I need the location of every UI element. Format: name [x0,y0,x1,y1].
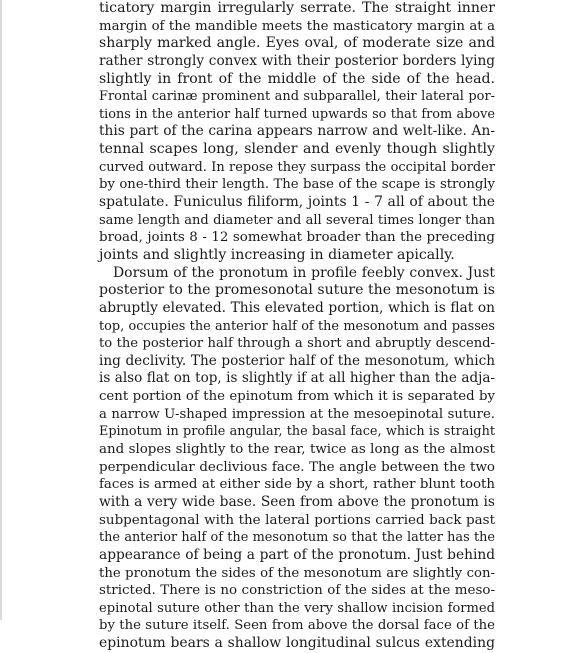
paragraph-thorax [99,265,495,653]
text-line: epinotal suture other than the very shallow incision formed [99,600,495,616]
text-line: margin of the mandible meets the masticatory margin at a [99,18,495,34]
document-page [99,0,495,653]
text-line: epinotum bears a shallow longitudinal sulcus extending [99,635,495,652]
text-line: to the posterior half through a short and abruptly descend- [99,336,495,352]
text-line: this part of the carina appears narrow and welt-like. An- [99,123,495,140]
text-line: spatulate. Funiculus filiform, joints 1 - 7 all of about the [99,194,495,211]
text-line: by one-third their length. The base of the scape is strongly [99,177,495,193]
text-line: curved outward. In repose they surpass the occipital border [99,159,495,175]
text-line: top, occupies the anterior half of the mesonotum and passes [99,318,495,334]
text-line: rather strongly convex with their posterior borders lying [99,52,495,69]
text-line: broad, joints 8 - 12 somewhat broader than the preceding [99,230,495,246]
paragraph-mandible-eyes-antennae [99,0,495,265]
text-line: abruptly elevated. This elevated portion, which is flat on [99,299,495,316]
text-line: tennal scapes long, slender and evenly though slightly [99,141,495,158]
text-line: stricted. There is no constriction of the sides at the meso- [99,583,495,599]
text-line: by the suture itself. Seen from above the dorsal face of the [99,618,495,634]
text-line: Epinotum in profile angular, the basal face, which is straight [99,424,495,440]
text-line: appearance of being a part of the pronotum. Just behind [99,546,495,563]
text-line: subpentagonal with the lateral portions carried back past [99,512,495,528]
text-line: slightly in front of the middle of the side of the head. [99,70,495,87]
text-line: ing declivity. The posterior half of the mesonotum, which [99,352,495,369]
text-line: faces is armed at either side by a short, rather blunt tooth [99,477,495,493]
text-line: cent portion of the epinotum from which it is separated by [99,389,495,405]
text-line: the pronotum the sides of the mesonotum are slightly con- [99,565,495,581]
page-edge [0,0,2,620]
text-line: Frontal carinæ prominent and subparallel, their lateral por- [99,89,495,105]
text-line: same length and diameter and all several times longer than [99,212,495,228]
text-line: Dorsum of the pronotum in profile feebly convex. Just [113,264,495,281]
text-line: tions in the anterior half turned upwards so that from above [99,106,495,122]
text-line: the anterior half of the mesonotum so that the latter has the [99,530,495,546]
text-line: and slopes slightly to the rear, twice as long as the almost [99,442,495,458]
text-line: is also flat on top, is slightly if at all higher than the adja- [99,370,495,387]
text-line: ticatory margin irregularly serrate. The straight inner [99,0,495,16]
text-line: joints and slightly increasing in diameter apically. [99,246,455,263]
text-line: perpendicular declivious face. The angle between the two [99,459,495,475]
text-line: posterior to the promesonotal suture the mesonotum is [99,282,495,299]
text-line: a narrow U-shaped impression at the mesoepinotal suture. [99,406,495,422]
text-line: sharply marked angle. Eyes oval, of moderate size and [99,35,495,52]
text-line: with a very wide base. Seen from above the pronotum is [99,493,495,510]
